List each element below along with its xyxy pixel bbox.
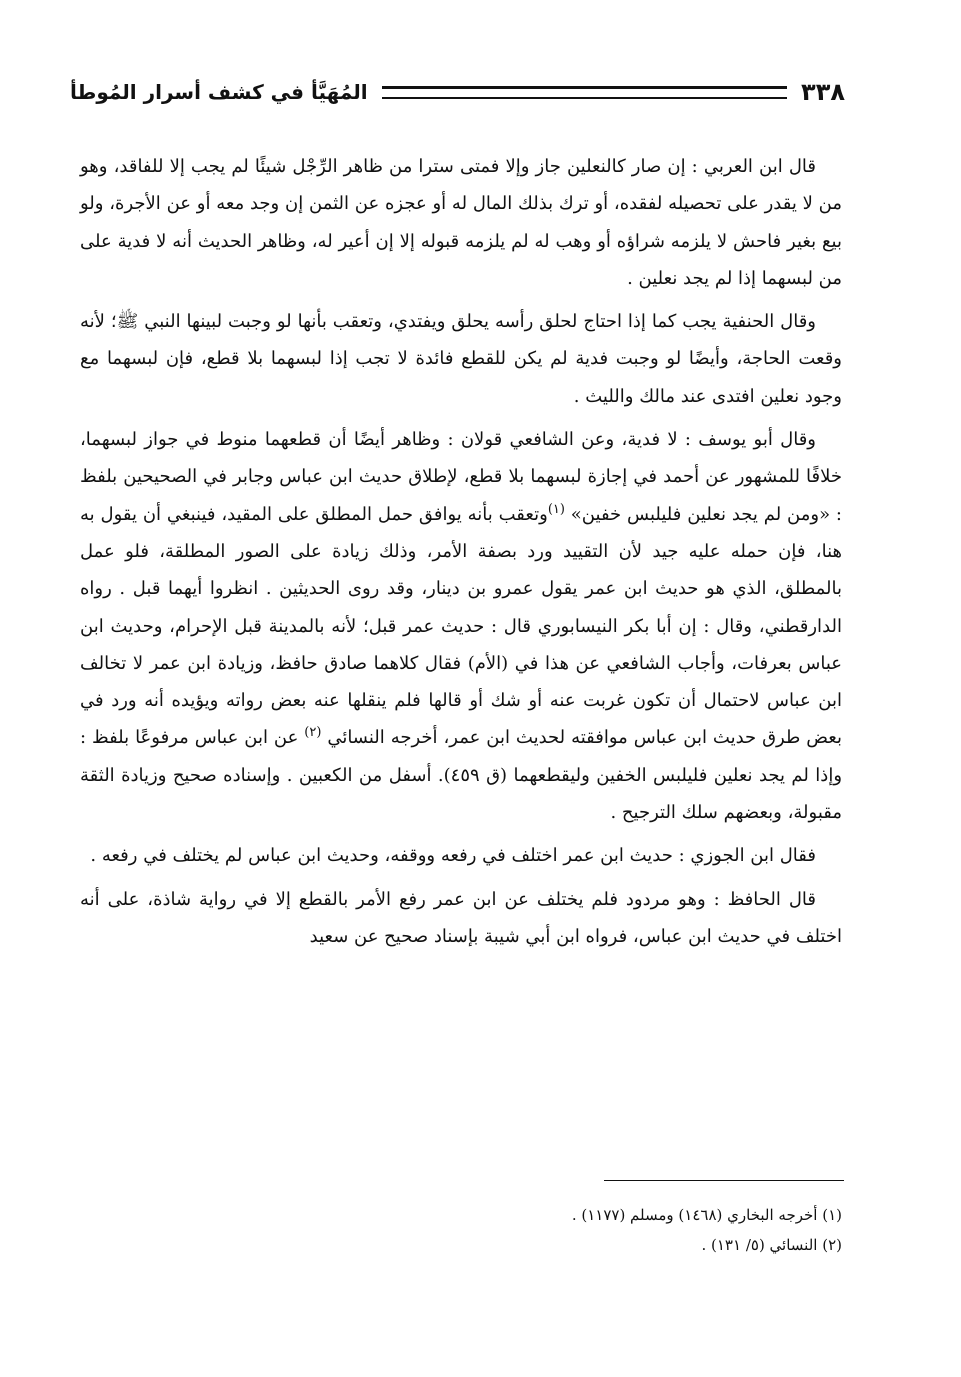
running-header — [70, 72, 845, 112]
footnote-marker[interactable]: (٢) — [304, 725, 322, 741]
header-rule — [382, 86, 787, 99]
footnote-marker[interactable]: (١) — [547, 501, 565, 517]
page-number: ٣٣٨ — [801, 78, 845, 106]
footnotes — [80, 1200, 842, 1260]
paragraph-text: وقال أبو يوسف : لا فدية، وعن الشافعي قولان : وظاهر أيضًا أن قطعهما منوط في جواز لبسهما، خلافًا للمشهور عن أحمد في إجازة لبسهما بلا قطع، لإطلاق حديث ابن عباس وجابر في الصحيحين بلفظ : «ومن لم يجد نعلين فليلبس خفين» — [80, 429, 842, 525]
paragraph: قال الحافظ : وهو مردود فلم يختلف عن ابن عمر رفع الأمر بالقطع إلا في رواية شاذة، على أنه اختلف في حديث ابن عباس، فرواه ابن أبي شيبة بإسناد صحيح عن سعيد — [80, 888, 842, 947]
footnote: (١) أخرجه البخاري (١٤٦٨) ومسلم (١١٧٧) . — [571, 1206, 842, 1224]
footnote: (٢) النسائي (٥/ ١٣١) . — [701, 1236, 842, 1254]
paragraph-text: وتعقب بأنه يوافق حمل المطلق على المقيد، فينبغي أن يقول به هنا، فإن حمله عليه جيد لأن التقييد ورد بصفة الأمر، وذلك زيادة على الصور المطلقة، فلو عمل بالمطلق، الذي هو حديث ابن عمر يقول عمرو بن دينار، وقد روى الحديثين . انظروا أيهما قبل . رواه الدارقطني، وقال : إن أبا بكر النيسابوري قال : حديث عمر قبل؛ لأنه بالمدينة قبل الإحرام، وحديث ابن عباس بعرفات، وأجاب الشافعي عن هذا في (الأم) فقال كلاهما صادق حافظ، وزيادة ابن عمر لا تخالف ابن عباس لاحتمال أن تكون غربت عنه أو شك أو قالها فلم ينقلها عنه بعض رواته ويؤيده أنه ورد في بعض طرق حديث ابن عباس موافقته لحديث ابن عمر، أخرجه النسائي — [80, 503, 842, 749]
paragraph: وقال الحنفية يجب كما إذا احتاج لحلق رأسه يحلق ويفتدي، وتعقب بأنها لو وجبت لبينها النبي ﷺ؛ لأنه وقعت الحاجة، وأيضًا لو وجبت فدية لم يكن للقطع فائدة لا تجب إذا لبسهما بلا قطع، فإن لبسهما مع وجود نعلين افتدى عند مالك والليث . — [80, 311, 842, 407]
paragraph: فقال ابن الجوزي : حديث ابن عمر اختلف في رفعه ووقفه، وحديث ابن عباس لم يختلف في رفعه . — [90, 845, 816, 867]
paragraph — [80, 421, 842, 831]
footnote-rule — [604, 1180, 844, 1181]
book-title: المُهَيَّأ في كشف أسرار المُوطأ — [70, 80, 368, 104]
paragraph: قال ابن العربي : إن صار كالنعلين جاز وإلا فمتى سترا من ظاهر الرِّجْل شيئًا لم يجب إلا للفاقد، وهو من لا يقدر على تحصيله لفقده، أو ترك بذلك المال له أو عجزه عن الثمن إن وجد معه أو عن الأجرة، ولو بيع بغير فاحش لا يلزمه شراؤه أو وهب له لم يلزمه قبوله إلا إن أعير له، وظاهر الحديث أنه لا فدية على من لبسهما إذا لم يجد نعلين . — [80, 156, 842, 289]
paragraph-text: عن ابن عباس مرفوعًا بلفظ : وإذا لم يجد نعلين فليلبس الخفين وليقطعهما (ق ٤٥٩). أسفل من الكعبين . وإسناده صحيح وزيادة الثقة مقبولة، وبعضهم سلك الترجيح . — [80, 727, 843, 824]
main-text — [80, 148, 842, 961]
